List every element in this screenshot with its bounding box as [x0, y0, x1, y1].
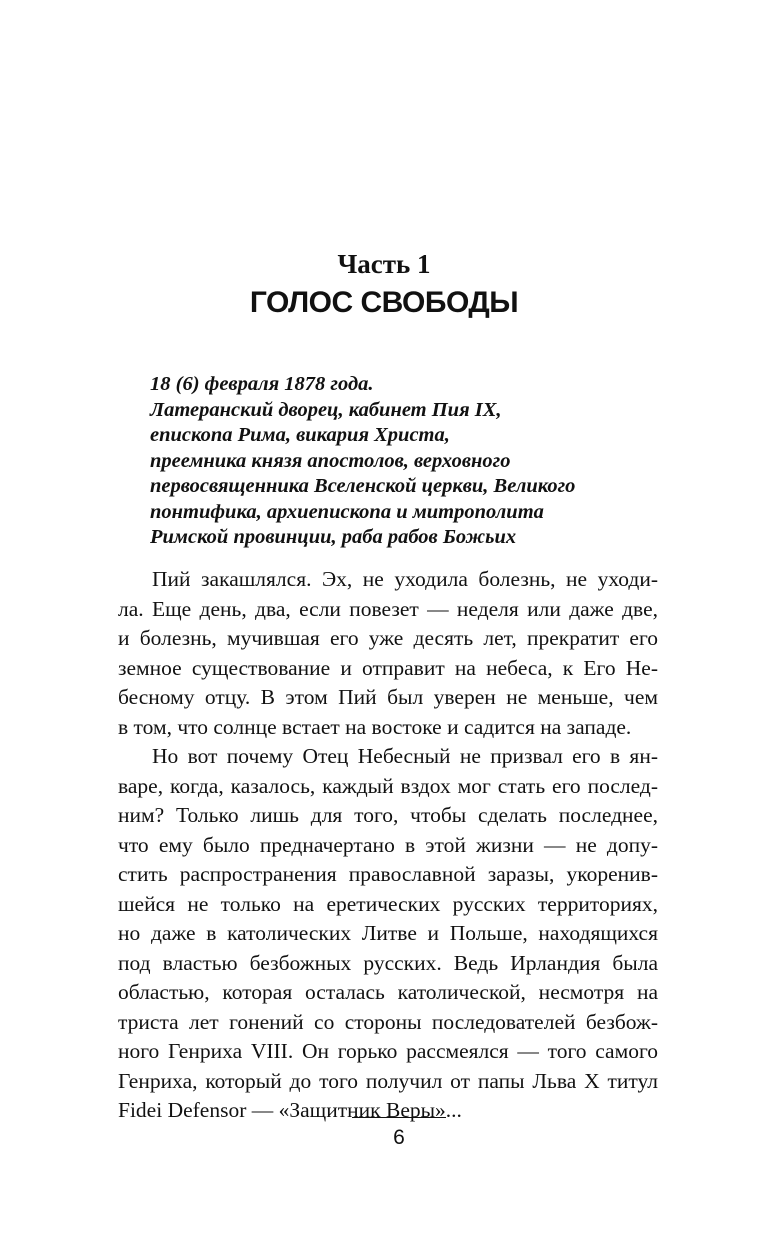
text-line: ла. Еще день, два, если повезет — неделя или даже две, [118, 596, 658, 621]
epigraph-line: епископа Рима, викария Христа, [150, 424, 450, 446]
part-title: ГОЛОС СВОБОДЫ [249, 286, 519, 319]
text-line: варе, когда, казалось, каждый вздох мог стать его послед- [118, 773, 658, 798]
text-line: и болезнь, мучившая его уже десять лет, прекратит его [118, 626, 658, 650]
paragraph-2 [118, 742, 658, 1126]
epigraph-line: Римской провинции, раба рабов Божьих [150, 526, 517, 548]
text-line: Fidei Defensor — «Защитник Веры»... [118, 1098, 462, 1122]
epigraph-line: 18 (6) февраля 1878 года. [150, 373, 374, 395]
text-line: но даже в католических Литве и Польше, находящихся [118, 921, 658, 945]
text-line: областью, которая осталась католической, несмотря на [118, 980, 658, 1004]
epigraph-line: Латеранский дворец, кабинет Пия IX, [150, 398, 502, 421]
text-line: в том, что солнце встает на востоке и садится на западе. [118, 714, 632, 739]
paragraph-1 [118, 565, 658, 742]
body-text [118, 565, 658, 1126]
text-line: триста лет гонений со стороны последователей безбож- [118, 1009, 658, 1034]
text-line: что ему было предначертано в этой жизни — не допу- [118, 832, 658, 857]
text-line: бесному отцу. В этом Пий был уверен не меньше, чем [118, 685, 658, 709]
epigraph [150, 372, 670, 551]
text-line: земное существование и отправит на небеса, к Его Не- [118, 655, 658, 680]
part-label: Часть 1 [337, 249, 431, 279]
epigraph-line: первосвященника Вселенской церкви, Великого [150, 475, 576, 497]
text-line: ним? Только лишь для того, чтобы сделать последнее, [118, 803, 658, 827]
text-line: ного Генриха VIII. Он горько рассмеялся — того самого [118, 1039, 658, 1063]
footer-rule [352, 1117, 446, 1118]
page-number: 6 [393, 1126, 405, 1149]
text-line: под властью безбожных русских. Ведь Ирландия была [118, 950, 658, 975]
text-line: Генриха, который до того получил от папы Льва X титул [118, 1068, 658, 1093]
epigraph-line: понтифика, архиепископа и митрополита [150, 500, 544, 523]
text-line: стить распространения православной заразы, укоренив- [118, 862, 658, 886]
epigraph-line: преемника князя апостолов, верховного [150, 449, 511, 472]
text-line: Пий закашлялся. Эх, не уходила болезнь, не уходи- [152, 567, 658, 591]
text-line: шейся не только на еретических русских территориях, [118, 891, 658, 916]
text-line: Но вот почему Отец Небесный не призвал его в ян- [152, 744, 658, 768]
